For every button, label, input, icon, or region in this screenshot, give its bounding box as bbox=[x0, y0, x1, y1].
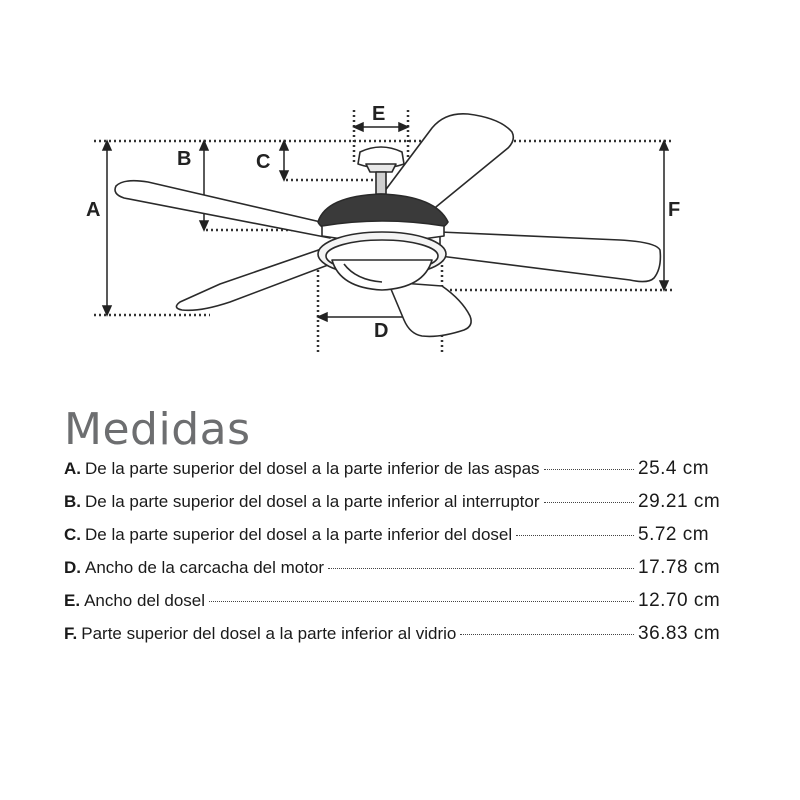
measurement-description: Ancho de la carcacha del motor bbox=[85, 558, 325, 577]
dimension-f-arrow-bottom bbox=[660, 281, 668, 290]
dimension-c-arrow-bottom bbox=[280, 171, 288, 180]
dotted-leader bbox=[544, 469, 634, 470]
measurement-row-e bbox=[64, 590, 736, 623]
label-c: C bbox=[256, 151, 271, 173]
dotted-leader bbox=[460, 634, 634, 635]
measurement-row-d bbox=[64, 557, 736, 590]
dimension-e-arrow-left bbox=[354, 123, 363, 131]
label-a: A bbox=[86, 199, 101, 221]
measurement-row-c bbox=[64, 524, 736, 557]
measurement-description: De la parte superior del dosel a la parte inferior del dosel bbox=[85, 525, 513, 544]
fan-blade-front-left bbox=[176, 246, 336, 310]
label-d: D bbox=[374, 320, 389, 342]
measurements-list bbox=[64, 458, 736, 656]
dimension-b-arrow-top bbox=[200, 141, 208, 150]
downrod bbox=[376, 172, 386, 194]
dotted-leader bbox=[209, 601, 634, 602]
fan-blade-right bbox=[440, 232, 660, 282]
measurement-row-a bbox=[64, 458, 736, 491]
dimension-c-arrow-top bbox=[280, 141, 288, 150]
measurement-description: De la parte superior del dosel a la parte inferior de las aspas bbox=[85, 459, 540, 478]
label-b: B bbox=[177, 148, 192, 170]
measurement-row-f bbox=[64, 623, 736, 656]
measurement-description: De la parte superior del dosel a la parte inferior al interruptor bbox=[85, 492, 540, 511]
dimension-f-arrow-top bbox=[660, 141, 668, 150]
measurement-value: 29.21 cm bbox=[638, 491, 721, 512]
measurement-description: Parte superior del dosel a la parte inferior al vidrio bbox=[81, 624, 457, 643]
label-e: E bbox=[372, 103, 386, 125]
measurement-letter: A. bbox=[64, 459, 81, 478]
dimension-e-arrow-right bbox=[399, 123, 408, 131]
dimension-a-arrow-top bbox=[103, 141, 111, 150]
dimension-a-arrow-bottom bbox=[103, 306, 111, 315]
measurement-letter: E. bbox=[64, 591, 81, 610]
dotted-leader bbox=[516, 535, 634, 536]
measurement-value: 36.83 cm bbox=[638, 623, 721, 644]
fan-blade-front-bottom bbox=[388, 282, 471, 336]
measurement-letter: C. bbox=[64, 525, 81, 544]
measurement-value: 5.72 cm bbox=[638, 524, 710, 545]
label-f: F bbox=[668, 199, 681, 221]
measurement-value: 25.4 cm bbox=[638, 458, 710, 479]
measurement-letter: B. bbox=[64, 492, 81, 511]
measurement-value: 17.78 cm bbox=[638, 557, 721, 578]
measurement-letter: D. bbox=[64, 558, 81, 577]
measurement-letter: F. bbox=[64, 624, 78, 643]
measurements-title: Medidas bbox=[64, 404, 251, 455]
dimension-b-arrow-bottom bbox=[200, 221, 208, 230]
dotted-leader bbox=[328, 568, 634, 569]
measurement-value: 12.70 cm bbox=[638, 590, 721, 611]
measurement-description: Ancho del dosel bbox=[84, 591, 206, 610]
dotted-leader bbox=[544, 502, 634, 503]
canopy-collar bbox=[366, 164, 396, 172]
dimension-d-arrow-left bbox=[318, 313, 327, 321]
measurement-row-b bbox=[64, 491, 736, 524]
